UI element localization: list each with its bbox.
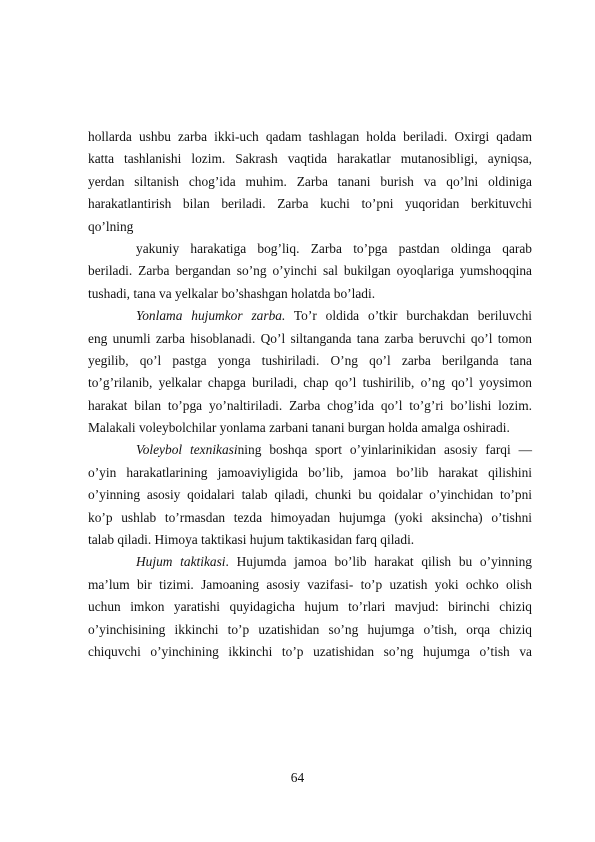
line-text: katta tashlanishi lozim. Sakrash vaqtida harakatlar mutanosibligi, ayniqsa, [88,151,532,167]
line-text: ko’p ushlab to’rmasdan tezda himoyadan hujumga (yoki aksincha) o’tishni [88,509,532,525]
line-text: hollarda ushbu zarba ikki-uch qadam tashlagan holda beriladi. Oxirgi qadam [88,129,532,144]
italic-lead: Yonlama hujumkor zarba. [136,308,286,324]
line-text: harakatlantirish bilan beriladi. Zarba kuchi to’pni yuqoridan berkituvchi [88,196,532,212]
text-line [88,551,532,573]
line-text: To’r oldida o’tkir burchakdan beriluvchi [285,308,532,324]
text-line [88,484,532,506]
line-text: to’g’rilanib, yelkalar chapga buriladi, chap qo’l tushirilib, o’ng qo’l yoysimon [88,375,532,391]
paragraph [88,305,532,439]
line-text: beriladi. Zarba bergandan so’ng o’yinchi sal bukilgan oyoqlariga yumshoqqina [88,263,532,279]
line-text: harakat bilan to’pga yo’naltiriladi. Zarba chog’ida qo’l to’g’ri bo’lishi lozim. [88,397,532,413]
line-text: talab qiladi. Himoya taktikasi hujum taktikasidan farq qiladi. [88,532,415,548]
paragraph [88,238,532,305]
text-line [88,439,532,461]
text-line [88,574,532,596]
text-line [88,372,532,394]
text-line [88,596,532,618]
text-line [88,395,532,417]
text-line [88,260,532,282]
line-text: yerdan siltanish chog’ida muhim. Zarba tanani burish va qo’lni oldiniga [88,173,532,189]
line-text: eng unumli zarba hisoblanadi. Qo’l siltanganda tana zarba beruvchi qo’l tomon [88,330,532,346]
text-line [88,148,532,170]
line-text: yegilib, qo’l pastga yonga tushiriladi. O’ng qo’l zarba berilganda tana [88,352,532,368]
text-line [88,305,532,327]
page-number: 64 [290,770,305,785]
text-line [88,171,532,193]
line-text: o’yin harakatlarining jamoaviyligida bo’lib, jamoa bo’lib harakat qilishini [88,464,532,480]
text-line [88,619,532,641]
line-text: Malakali voleybolchilar yonlama zarbani tanani burgan holda amalga oshiradi. [88,420,510,436]
line-text: ma’lum bir tizimi. Jamoaning asosiy vazifasi- to’p uzatish yoki ochko olish [88,576,532,592]
italic-lead: Voleybol texnikasi [136,442,238,458]
italic-lead: Hujum taktikasi [136,554,226,570]
line-text: qo’lning [88,218,134,234]
text-line [88,238,532,260]
text-line [88,462,532,484]
paragraph [88,439,532,551]
line-text: o’yinning asosiy qoidalari talab qiladi, chunki bu qoidalar o’yinchidan to’pni [88,487,532,503]
text-line [88,417,532,439]
line-text: ning boshqa sport o’yinlarinikidan asosiy farqi — [237,442,532,458]
text-line [88,350,532,372]
text-line [88,283,532,305]
text-line [88,126,532,148]
line-text: o’yinchisining ikkinchi to’p uzatishidan so’ng hujumga o’tish, orqa chiziq [88,621,532,637]
paragraph [88,551,532,663]
line-text: chiquvchi o’yinchining ikkinchi to’p uzatishidan so’ng hujumga o’tish va [88,643,532,659]
text-line [88,641,532,663]
page-body [88,126,532,663]
line-text: tushadi, tana va yelkalar bo’shashgan holatda bo’ladi. [88,285,376,301]
text-line [88,328,532,350]
paragraph [88,126,532,238]
text-line [88,507,532,529]
line-text: . Hujumda jamoa bo’lib harakat qilish bu o’yinning [225,554,532,570]
line-text: yakuniy harakatiga bog’liq. Zarba to’pga pastdan oldinga qarab [136,240,532,256]
line-text: uchun imkon yaratishi quyidagicha hujum to’rlari mavjud: birinchi chiziq [88,599,532,615]
text-line [88,216,532,238]
text-line [88,193,532,215]
text-line [88,529,532,551]
